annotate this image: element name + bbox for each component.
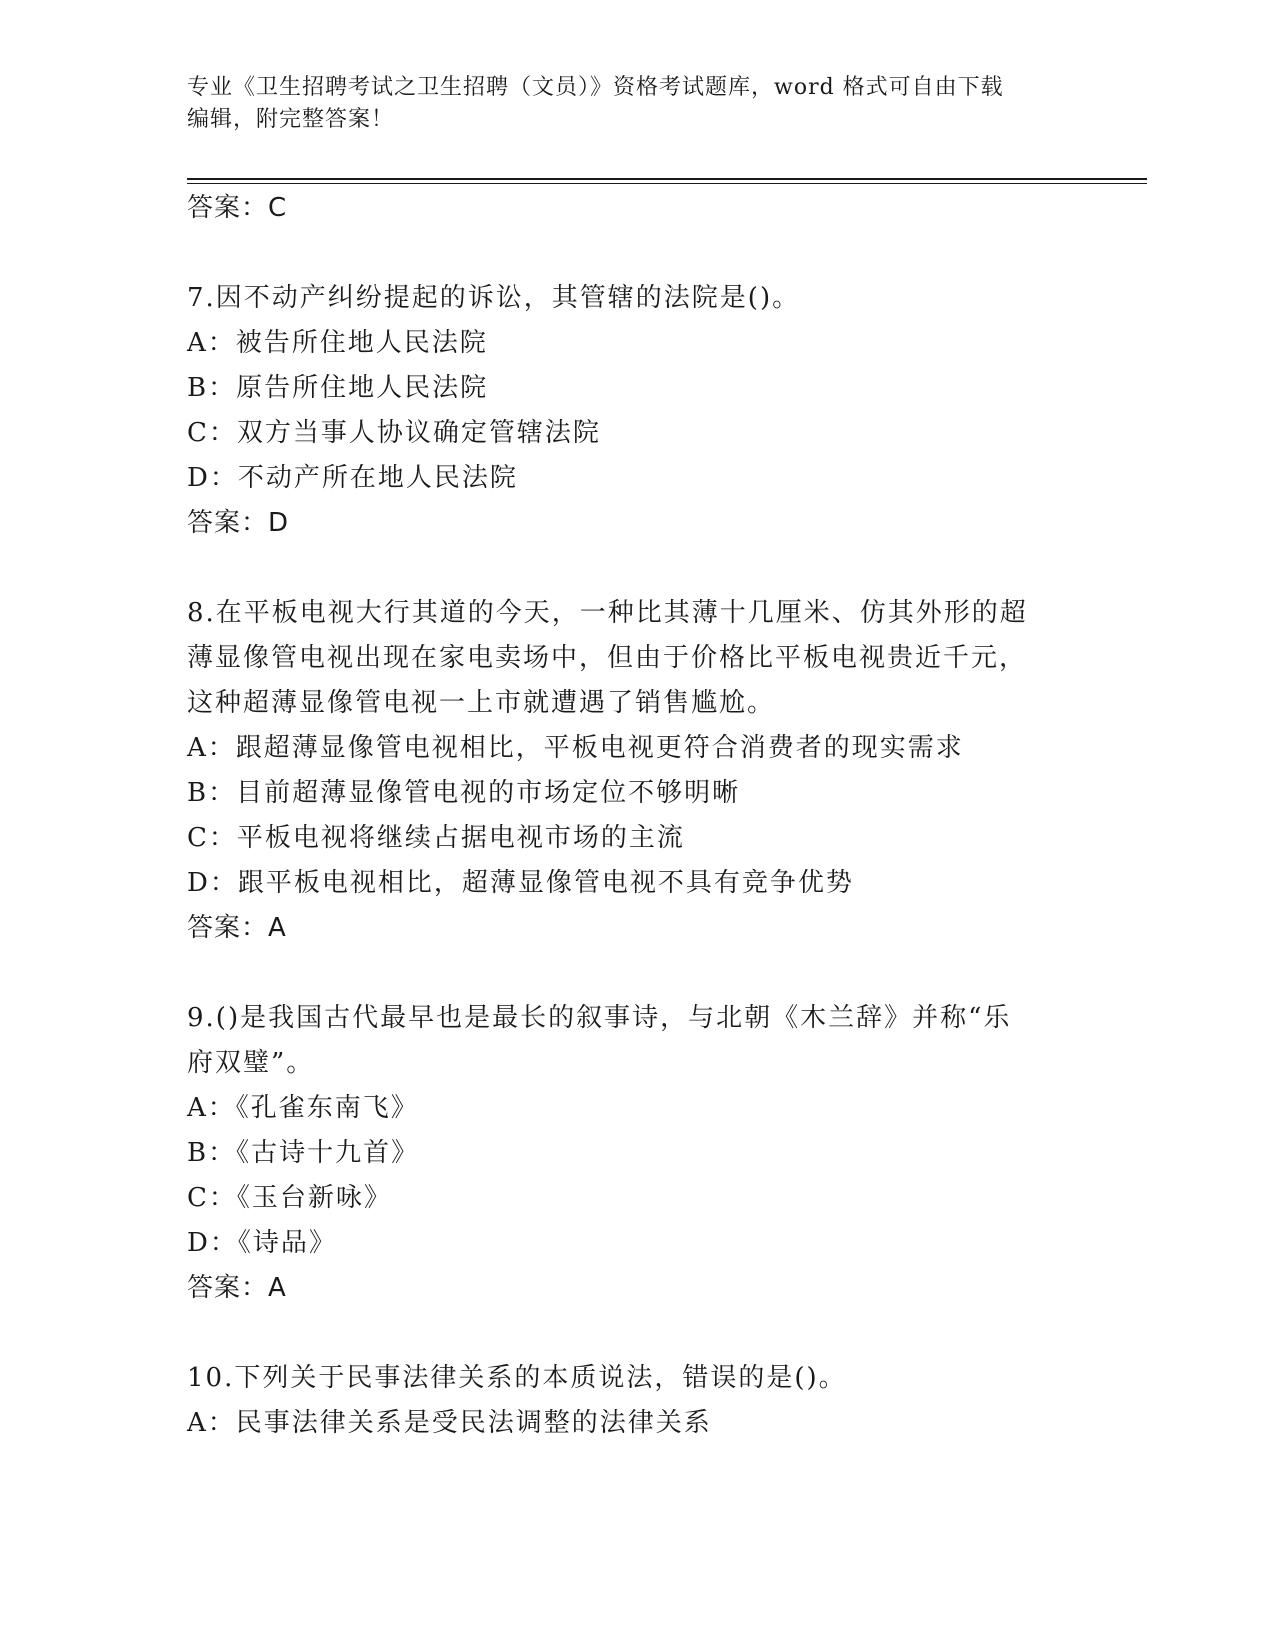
option-d: D：不动产所在地人民法院 [187,463,518,493]
question-stem: 府双璧”。 [187,1048,315,1078]
option-a: A：《孔雀东南飞》 [187,1093,419,1123]
option-b: B：原告所住地人民法院 [187,373,489,403]
document-page [187,0,1147,1650]
answer-line: 答案：C [187,193,288,223]
question-7 [187,276,1057,546]
question-9 [187,996,1057,1311]
header-divider-thick [187,178,1147,180]
spacer [187,1311,1057,1356]
option-d: D：跟平板电视相比，超薄显像管电视不具有竞争优势 [187,868,854,898]
spacer [187,951,1057,996]
option-c: C：《玉台新咏》 [187,1183,392,1213]
question-stem: 这种超薄显像管电视一上市就遭遇了销售尴尬。 [187,688,776,718]
option-d: D：《诗品》 [187,1228,337,1258]
question-stem: 10.下列关于民事法律关系的本质说法，错误的是()。 [187,1363,847,1393]
option-c: C：双方当事人协议确定管辖法院 [187,418,601,448]
header-line-2: 编辑，附完整答案！ [187,107,395,132]
answer-line: 答案：A [187,1273,287,1303]
question-stem: 7.因不动产纠纷提起的诉讼，其管辖的法院是()。 [187,283,801,313]
question-8 [187,591,1057,951]
question-stem: 9.()是我国古代最早也是最长的叙事诗，与北朝《木兰辞》并称“乐 [187,1003,1012,1033]
question-10 [187,1356,1057,1446]
spacer [187,231,1057,276]
option-a: A：民事法律关系是受民法调整的法律关系 [187,1408,712,1438]
header-line-1: 专业《卫生招聘考试之卫生招聘（文员）》资格考试题库，word 格式可自由下载 [187,75,1004,100]
spacer [187,546,1057,591]
header-divider-thin [187,183,1147,184]
option-a: A：跟超薄显像管电视相比，平板电视更符合消费者的现实需求 [187,733,964,763]
question-stem: 8.在平板电视大行其道的今天，一种比其薄十几厘米、仿其外形的超 [187,598,1028,628]
question-list [187,186,1057,1446]
option-b: B：目前超薄显像管电视的市场定位不够明晰 [187,778,741,808]
document-header [187,72,1087,136]
answer-line: 答案：D [187,508,290,538]
option-a: A：被告所住地人民法院 [187,328,488,358]
option-b: B：《古诗十九首》 [187,1138,420,1168]
answer-line: 答案：A [187,913,287,943]
question-stem: 薄显像管电视出现在家电卖场中，但由于价格比平板电视贵近千元， [187,643,1028,673]
option-c: C：平板电视将继续占据电视市场的主流 [187,823,685,853]
